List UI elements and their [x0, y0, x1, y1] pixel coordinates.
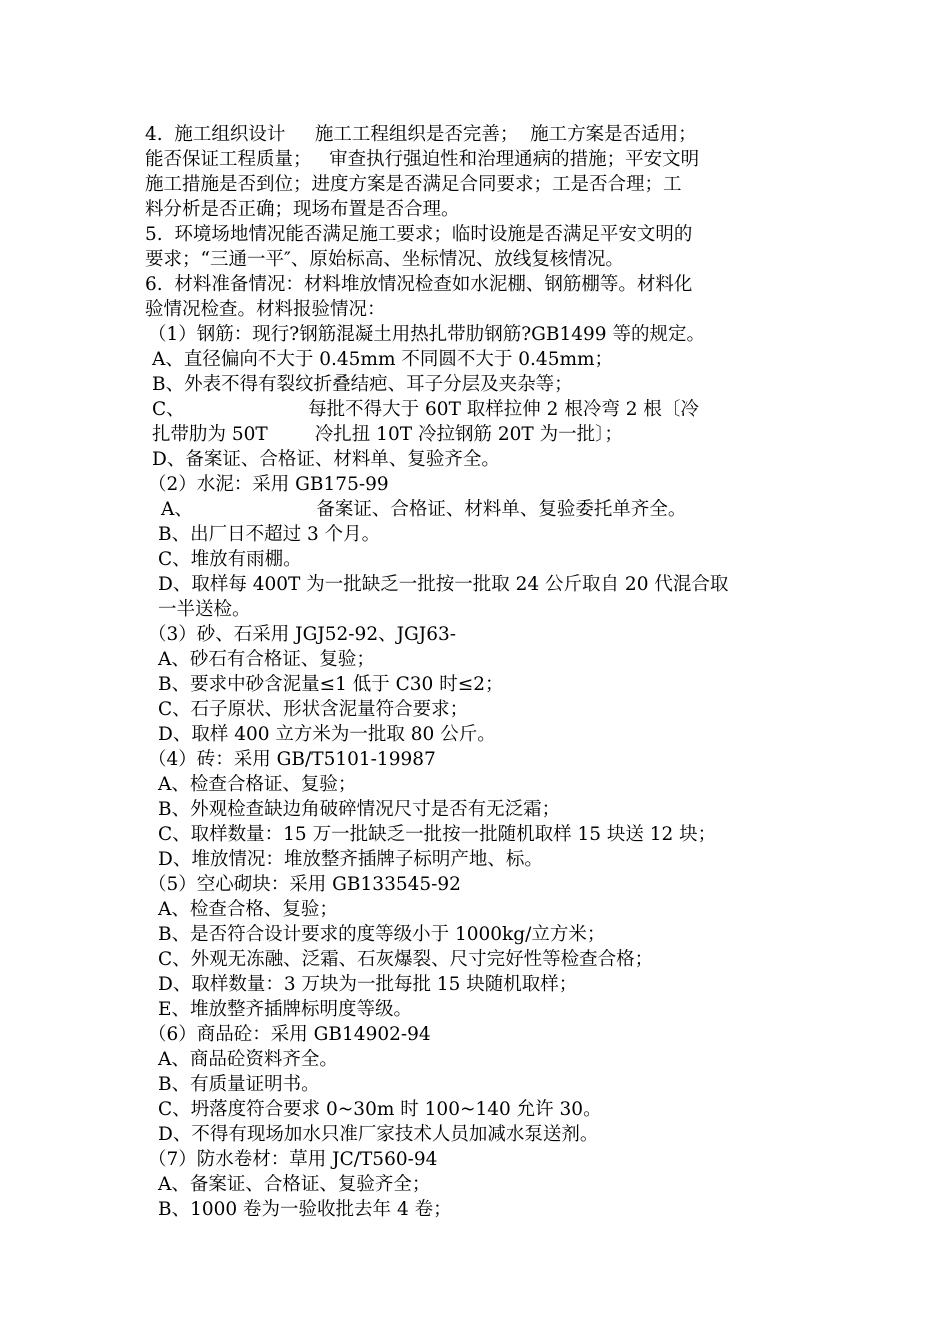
list-item: A、检查合格证、复验； — [158, 774, 357, 795]
section-heading: （4）砖：采用 GB/T5101-19987 — [148, 749, 436, 770]
text-line: 验情况检查。材料报验情况： — [145, 299, 386, 320]
text-line: 5. 环境场地情况能否满足施工要求；临时设施是否满足平安文明的 — [145, 224, 693, 245]
list-item: C、外观无冻融、泛霜、石灰爆裂、尺寸完好性等检查合格； — [158, 949, 654, 970]
list-item: A、检查合格、复验； — [158, 899, 338, 920]
document-body — [145, 122, 815, 1222]
list-item: A、 备案证、合格证、材料单、复验委托单齐全。 — [161, 499, 687, 520]
list-item: C、 每批不得大于 60T 取样拉伸 2 根冷弯 2 根〔冷 — [152, 399, 699, 420]
text-line: 要求；“三通一平″、原始标高、坐标情况、放线复核情况。 — [145, 249, 624, 270]
list-item: D、取样 400 立方米为一批取 80 公斤。 — [158, 724, 496, 745]
list-item: B、是否符合设计要求的度等级小于 1000kg/立方米； — [158, 924, 606, 945]
list-item: C、堆放有雨棚。 — [158, 549, 302, 570]
list-item: A、砂石有合格证、复验； — [158, 649, 375, 670]
list-item: B、出厂日不超过 3 个月。 — [158, 524, 381, 545]
list-item-continuation: 一半送检。 — [158, 599, 251, 620]
text-line: 能否保证工程质量； 审查执行强迫性和治理通病的措施；平安文明 — [145, 149, 700, 170]
list-item: D、取样每 400T 为一批缺乏一批按一批取 24 公斤取自 20 代混合取 — [158, 574, 729, 595]
list-item: E、堆放整齐插牌标明度等级。 — [158, 999, 413, 1020]
list-item: B、有质量证明书。 — [158, 1074, 320, 1095]
text-line: 6. 材料准备情况：材料堆放情况检查如水泥棚、钢筋棚等。材料化 — [145, 274, 693, 295]
section-heading: （3）砂、石采用 JGJ52-92、JGJ63- — [148, 624, 456, 645]
list-item: C、坍落度符合要求 0~30m 时 100~140 允许 30。 — [158, 1099, 602, 1120]
list-item: B、外观检查缺边角破碎情况尺寸是否有无泛霜； — [158, 799, 561, 820]
list-item: B、1000 卷为一验收批去年 4 卷； — [158, 1199, 452, 1220]
list-item: B、外表不得有裂纹折叠结疤、耳子分层及夹杂等； — [152, 374, 573, 395]
list-item: D、堆放情况：堆放整齐插牌子标明产地、标。 — [158, 849, 543, 870]
list-item: C、取样数量：15 万一批缺乏一批按一批随机取样 15 块送 12 块； — [158, 824, 717, 845]
section-heading: （1）钢筋：现行?钢筋混凝土用热扎带肋钢筋?GB1499 等的规定。 — [148, 324, 705, 345]
list-item: A、直径偏向不大于 0.45mm 不同圆不大于 0.45mm； — [152, 349, 614, 370]
section-heading: （6）商品砼：采用 GB14902-94 — [148, 1024, 431, 1045]
text-line: 4. 施工组织设计 施工工程组织是否完善； 施工方案是否适用； — [145, 124, 697, 145]
section-heading: （2）水泥：采用 GB175-99 — [148, 474, 389, 495]
list-item: D、不得有现场加水只准厂家技术人员加减水泵送剂。 — [158, 1124, 599, 1145]
list-item: A、商品砼资料齐全。 — [158, 1049, 338, 1070]
list-item: D、备案证、合格证、材料单、复验齐全。 — [152, 449, 500, 470]
text-line: 施工措施是否到位；进度方案是否满足合同要求；工是否合理；工 — [145, 174, 682, 195]
list-item: C、石子原状、形状含泥量符合要求； — [158, 699, 469, 720]
list-item: B、要求中砂含泥量≤1 低于 C30 时≤2； — [158, 674, 504, 695]
list-item-continuation: 扎带肋为 50T 冷扎扭 10T 冷拉钢筋 20T 为一批〕； — [152, 424, 623, 445]
section-heading: （7）防水卷材：草用 JC/T560-94 — [148, 1149, 438, 1170]
section-heading: （5）空心砌块：采用 GB133545-92 — [148, 874, 461, 895]
text-line: 料分析是否正确；现场布置是否合理。 — [145, 199, 460, 220]
list-item: A、备案证、合格证、复验齐全； — [158, 1174, 431, 1195]
list-item: D、取样数量：3 万块为一批每批 15 块随机取样； — [158, 974, 578, 995]
